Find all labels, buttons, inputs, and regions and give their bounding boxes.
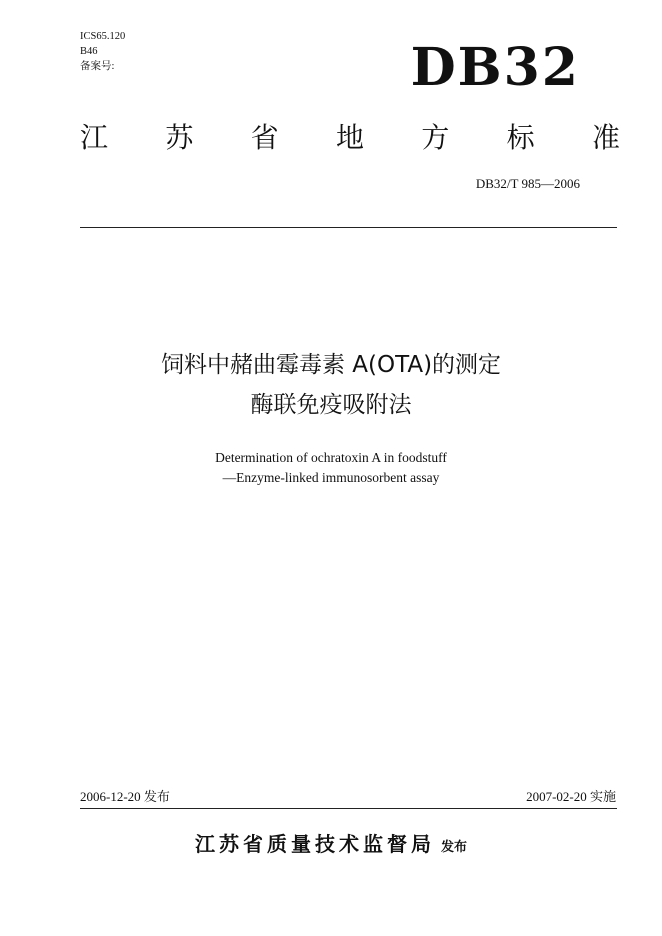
publisher-name: 江苏省质量技术监督局 bbox=[194, 832, 435, 856]
title-char: 省 bbox=[250, 121, 279, 154]
standard-code-logo: DB32 bbox=[410, 37, 580, 98]
chinese-title-line-2: 酶联免疫吸附法 bbox=[250, 392, 412, 418]
implementation-date: 2007-02-20 实施 bbox=[526, 789, 616, 804]
english-title-line-2: —Enzyme-linked immunosorbent assay bbox=[222, 470, 440, 485]
footer-divider bbox=[80, 808, 617, 809]
title-char: 苏 bbox=[165, 121, 194, 154]
ics-code: ICS65.120 bbox=[80, 31, 126, 42]
classification-code: B46 bbox=[80, 46, 98, 57]
publish-label: 发布 bbox=[440, 840, 467, 855]
header-divider bbox=[80, 227, 617, 228]
standard-number: DB32/T 985—2006 bbox=[475, 176, 580, 191]
publisher-line bbox=[0, 830, 662, 862]
chinese-title-line-1: 饲料中赭曲霉毒素 A(OTA)的测定 bbox=[160, 352, 502, 378]
title-char: 方 bbox=[421, 121, 450, 154]
title-char: 准 bbox=[591, 121, 620, 154]
title-char: 标 bbox=[506, 121, 535, 154]
english-title-line-1: Determination of ochratoxin A in foodstuff bbox=[215, 450, 447, 465]
issue-date: 2006-12-20 发布 bbox=[80, 789, 170, 804]
title-char: 江 bbox=[80, 121, 109, 154]
record-number-label: 备案号: bbox=[80, 61, 115, 72]
standard-type-title bbox=[80, 118, 620, 158]
title-char: 地 bbox=[335, 121, 364, 154]
